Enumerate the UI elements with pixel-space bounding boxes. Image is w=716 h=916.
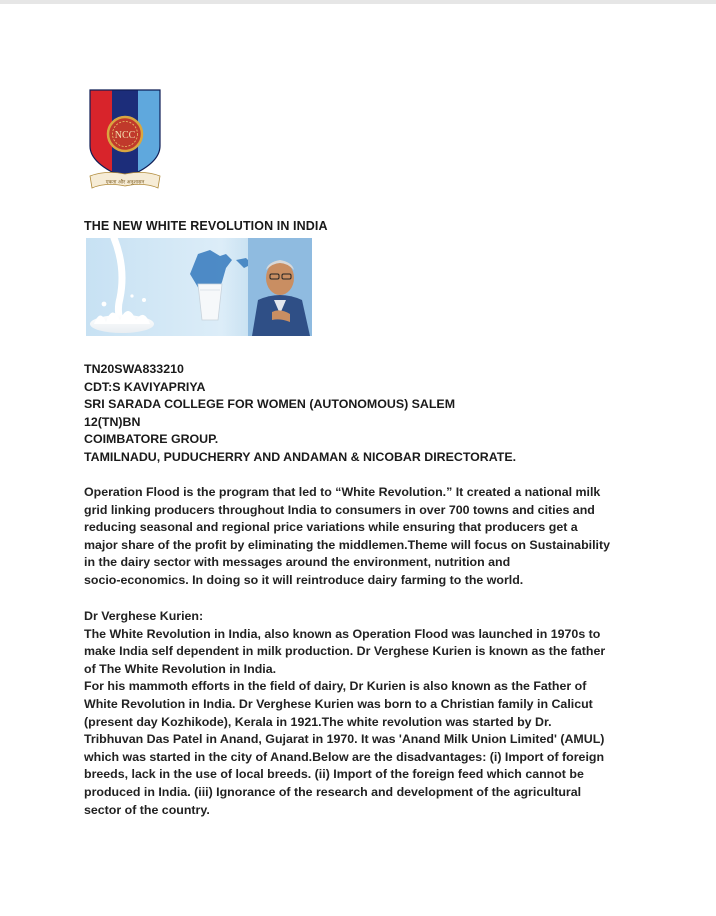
page-title: THE NEW WHITE REVOLUTION IN INDIA — [84, 219, 328, 233]
text-line: produced in India. (iii) Ignorance of the research and development of the agricultural — [84, 784, 582, 799]
text-line: make India self dependent in milk production. Dr Verghese Kurien is known as the father — [84, 644, 606, 659]
text-line: breeds, lack in the use of local breeds. (ii) Import of the foreign feed which cannot be — [84, 767, 584, 782]
text-line: which was started in the city of Anand.Below are the disadvantages: (i) Import of foreign — [84, 749, 605, 764]
cadet-number: TN20SWA833210 — [84, 362, 184, 376]
kurien-paragraph — [84, 608, 644, 819]
battalion: 12(TN)BN — [84, 414, 141, 429]
section-heading: Dr Verghese Kurien: — [84, 609, 204, 623]
operation-flood-paragraph — [84, 484, 644, 590]
text-line: reducing seasonal and regional price variations while ensuring that producers get a — [84, 520, 578, 535]
logo-badge-text: NCC — [114, 130, 136, 141]
text-line: The White Revolution in India, also known as Operation Flood was launched in 1970s to — [84, 626, 601, 641]
text-line: sector of the country. — [84, 802, 210, 817]
text-line: grid linking producers throughout India to consumers in over 700 towns and cities and — [84, 502, 595, 517]
text-line: major share of the profit by eliminating the middlemen.Theme will focus on Sustainability — [84, 537, 610, 552]
white-revolution-banner-image — [86, 238, 312, 336]
college-name: SRI SARADA COLLEGE FOR WOMEN (AUTONOMOUS) SALEM — [84, 397, 456, 412]
banner-illustration-icon — [86, 238, 312, 336]
text-line: Operation Flood is the program that led to “White Revolution.” It created a national milk — [84, 485, 601, 499]
top-edge-bar — [0, 0, 716, 4]
cadet-info-block — [84, 361, 516, 467]
ncc-logo — [86, 88, 164, 196]
text-line: in the dairy sector with messages around the environment, nutrition and — [84, 555, 511, 570]
text-line: of The White Revolution in India. — [84, 661, 277, 676]
text-line: (present day Kozhikode), Kerala in 1921.The white revolution was started by Dr. — [84, 714, 552, 729]
text-line: For his mammoth efforts in the field of dairy, Dr Kurien is also known as the Father of — [84, 679, 587, 694]
ncc-shield-icon — [86, 88, 164, 196]
cadet-name: CDT:S KAVIYAPRIYA — [84, 379, 206, 394]
group-name: COIMBATORE GROUP. — [84, 432, 219, 447]
logo-motto: एकता और अनुशासन — [105, 179, 145, 186]
text-line: Tribhuvan Das Patel in Anand, Gujarat in 1970. It was 'Anand Milk Union Limited' (AMUL) — [84, 732, 605, 747]
directorate: TAMILNADU, PUDUCHERRY AND ANDAMAN & NICOBAR DIRECTORATE. — [84, 449, 517, 464]
text-line: socio-economics. In doing so it will reintroduce dairy farming to the world. — [84, 572, 524, 587]
text-line: White Revolution in India. Dr Verghese Kurien was born to a Christian family in Calicut — [84, 696, 593, 711]
